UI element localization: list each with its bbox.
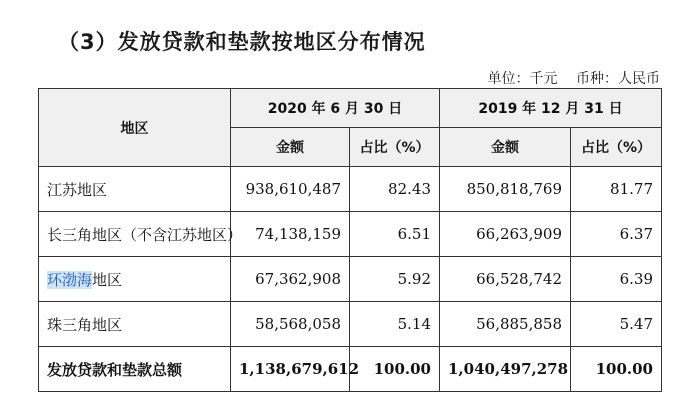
total-pct-2019: 100.00 — [571, 347, 662, 392]
table-row — [39, 302, 662, 347]
region-cell — [39, 302, 231, 347]
total-row — [39, 347, 662, 392]
pct-2020-cell: 5.14 — [350, 302, 440, 347]
amount-2020-cell: 67,362,908 — [231, 257, 350, 302]
amount-2019-cell: 56,885,858 — [440, 302, 571, 347]
header-amount-2020: 金额 — [231, 128, 350, 167]
table-row — [39, 167, 662, 212]
region-label: 地区 — [92, 270, 123, 289]
region-label: 江苏地区 — [47, 180, 108, 199]
region-cell — [39, 257, 231, 302]
region-cell — [39, 212, 243, 257]
header-region: 地区 — [39, 89, 231, 167]
total-amount-2019: 1,040,497,278 — [440, 347, 571, 392]
region-label: 珠三角地区 — [47, 315, 123, 334]
total-pct-2020: 100.00 — [350, 347, 440, 392]
header-row-periods — [39, 89, 662, 128]
pct-2019-cell: 6.39 — [571, 257, 662, 302]
amount-2020-cell: 938,610,487 — [231, 167, 350, 212]
header-pct-2020: 占比（%） — [350, 128, 440, 167]
amount-2019-cell: 850,818,769 — [440, 167, 571, 212]
amount-2019-cell: 66,263,909 — [440, 212, 571, 257]
total-label: 发放贷款和垫款总额 — [39, 347, 231, 392]
text-selection-highlight[interactable]: 环渤海 — [47, 270, 93, 289]
header-period-2019: 2019 年 12 月 31 日 — [440, 89, 662, 128]
pct-2020-cell: 82.43 — [350, 167, 440, 212]
pct-2020-cell: 5.92 — [350, 257, 440, 302]
header-period-2020: 2020 年 6 月 30 日 — [231, 89, 440, 128]
header-amount-2019: 金额 — [440, 128, 571, 167]
header-pct-2019: 占比（%） — [571, 128, 662, 167]
table-row — [39, 212, 662, 257]
unit-label: 单位：千元 — [487, 71, 558, 87]
pct-2019-cell: 81.77 — [571, 167, 662, 212]
total-amount-2020: 1,138,679,612 — [231, 347, 350, 392]
table-row — [39, 257, 662, 302]
currency-label: 币种：人民币 — [576, 71, 660, 87]
region-label: 长三角地区（不含江苏地区） — [47, 225, 243, 244]
amount-2020-cell: 74,138,159 — [231, 212, 350, 257]
pct-2019-cell: 6.37 — [571, 212, 662, 257]
region-cell — [39, 167, 231, 212]
amount-2019-cell: 66,528,742 — [440, 257, 571, 302]
section-title: （3）发放贷款和垫款按地区分布情况 — [58, 30, 426, 54]
loan-region-table — [38, 88, 662, 392]
pct-2020-cell: 6.51 — [350, 212, 440, 257]
unit-note — [488, 68, 660, 88]
pct-2019-cell: 5.47 — [571, 302, 662, 347]
amount-2020-cell: 58,568,058 — [231, 302, 350, 347]
